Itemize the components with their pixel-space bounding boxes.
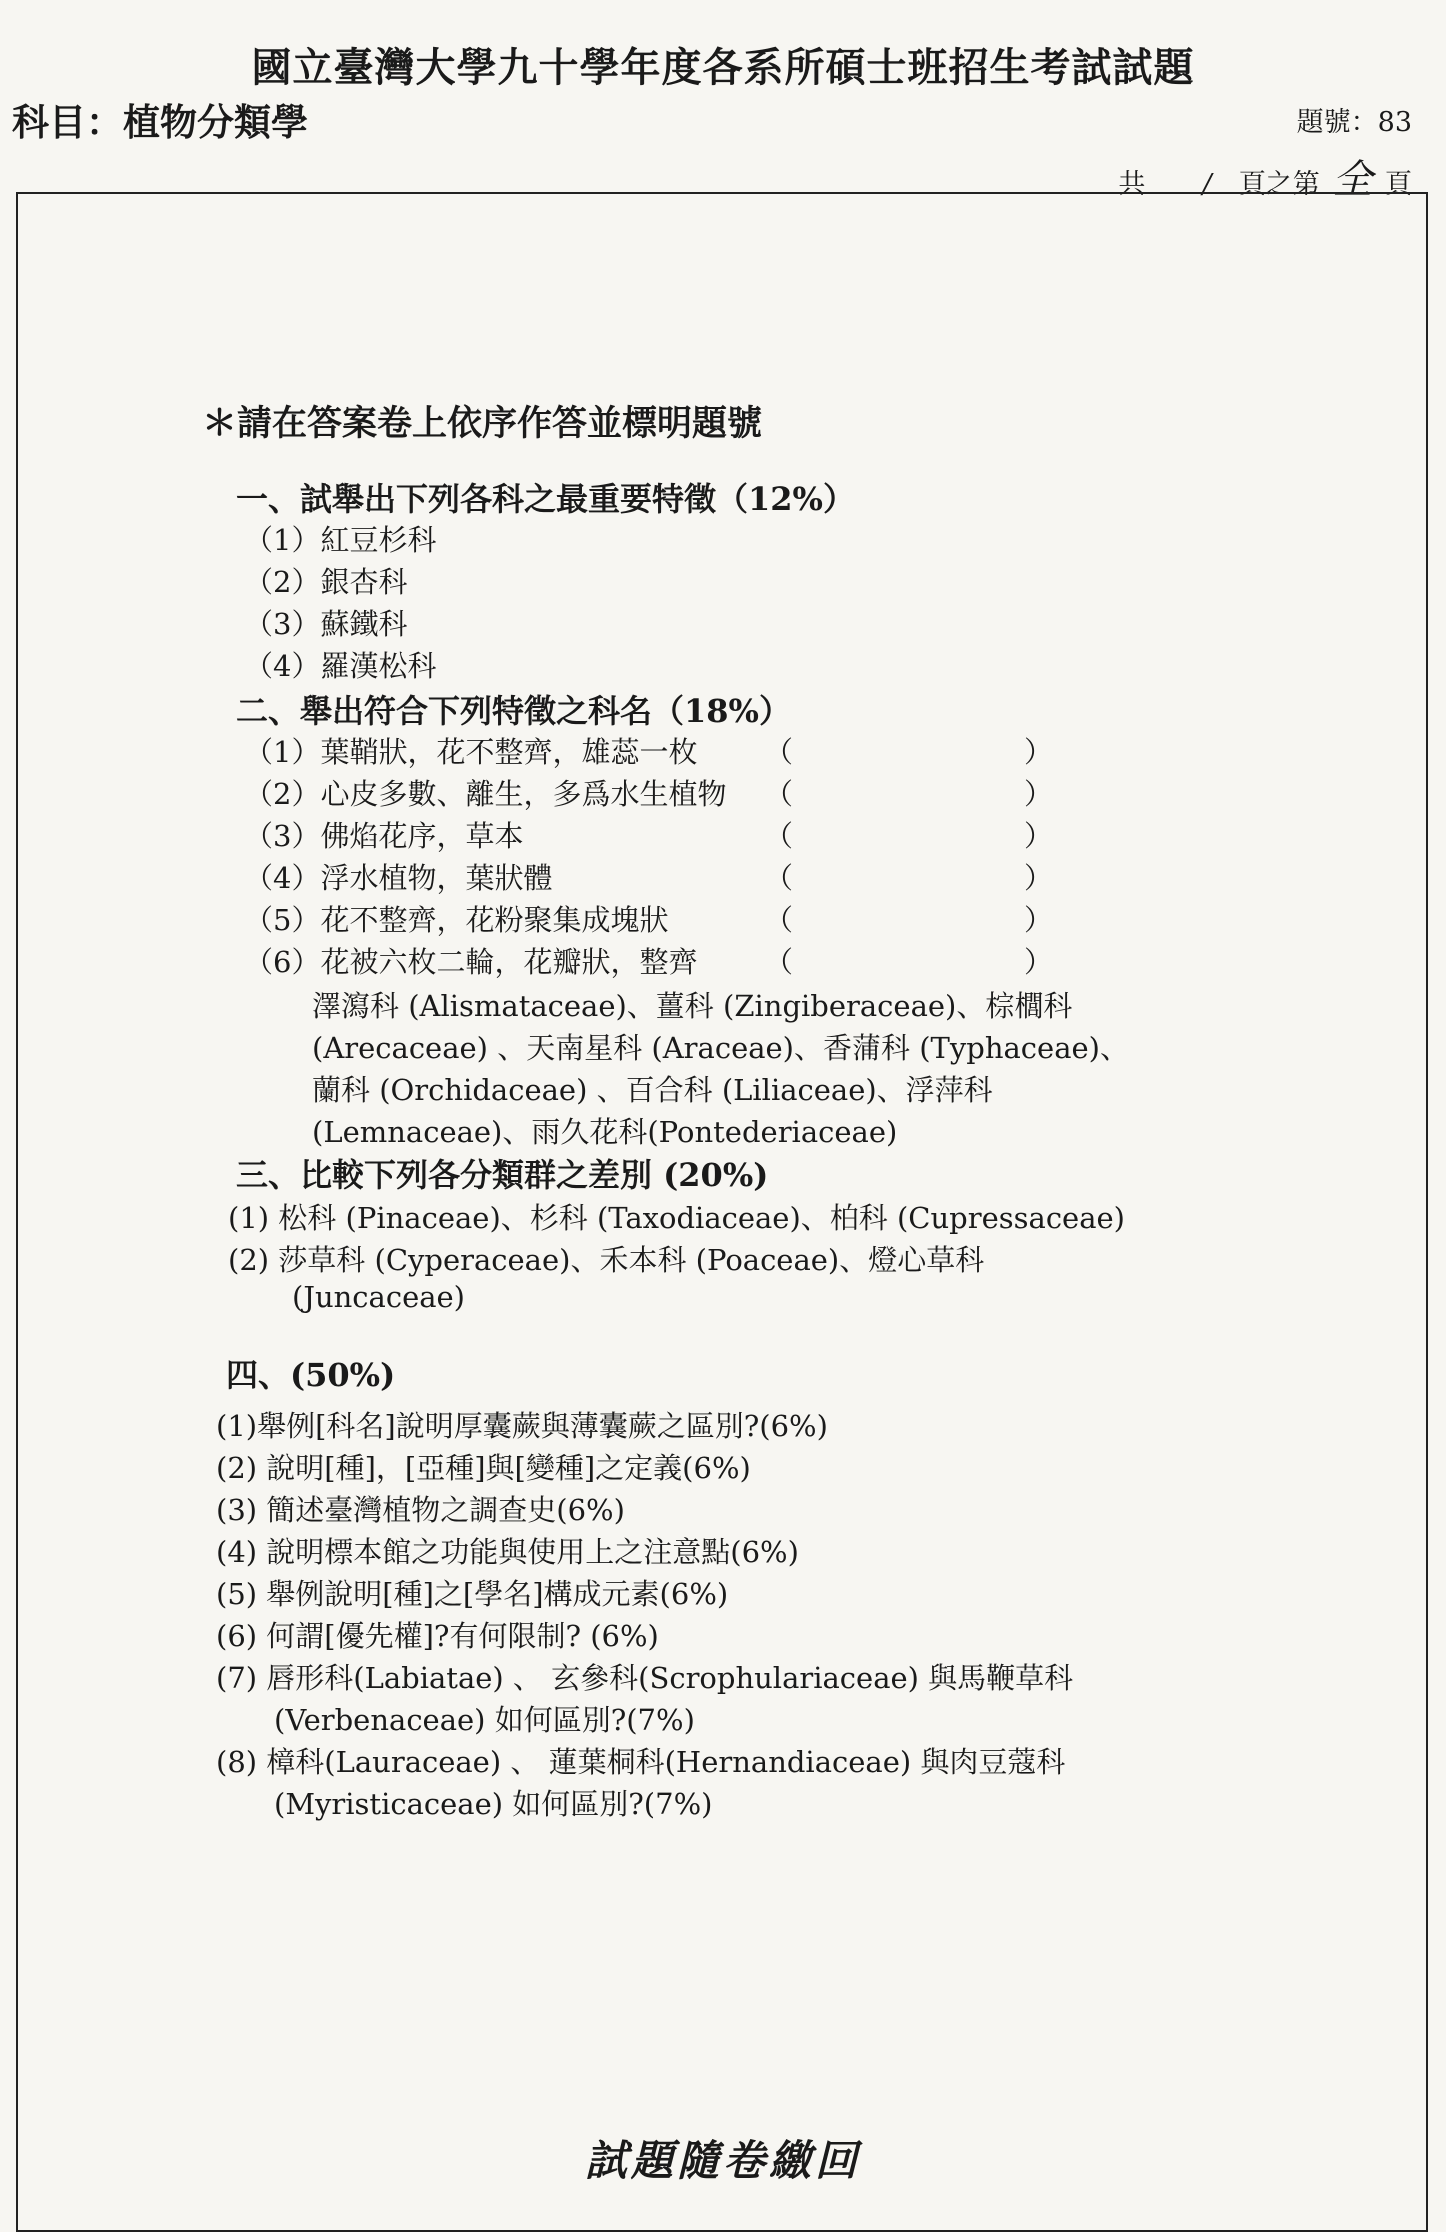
section2-item: （6）花被六枚二輪，花瓣狀，整齊 — [244, 945, 698, 979]
answer-blank-open: （ — [764, 903, 794, 937]
section2-option-line: (Lemnaceae)、雨久花科(Pontederiaceae) — [312, 1115, 898, 1149]
question-number: 題號：83 — [1296, 107, 1412, 138]
section1-item: （2）銀杏科 — [244, 565, 408, 599]
section2-item: （4）浮水植物，葉狀體 — [244, 861, 553, 895]
answer-blank-open: （ — [764, 819, 794, 853]
answer-blank-close: ） — [1024, 735, 1054, 769]
section4-line: (2) 說明[種]，[亞種]與[變種]之定義(6%) — [216, 1451, 751, 1485]
section2-item: （3）佛焰花序，草本 — [244, 819, 524, 853]
page-current: 全 — [1332, 157, 1373, 203]
section1-heading: 一、試舉出下列各科之最重要特徵（12%） — [236, 480, 855, 518]
page-total-label: 共 — [1118, 169, 1146, 200]
section4-line: (7) 唇形科(Labiatae) 、 玄參科(Scrophulariaceae) 與馬鞭草科 — [216, 1661, 1074, 1695]
footer-note: 試題隨卷繳回 — [584, 2136, 861, 2185]
section4-line: (8) 樟科(Lauraceae) 、 蓮葉桐科(Hernandiaceae) 與肉豆蔻科 — [216, 1745, 1066, 1779]
section2-option-line: (Arecaceae) 、天南星科 (Araceae)、香蒲科 (Typhaceae)、 — [312, 1031, 1129, 1065]
answer-blank-open: （ — [764, 945, 794, 979]
exam-title: 國立臺灣大學九十學年度各系所碩士班招生考試試題 — [251, 44, 1195, 91]
page-mid: 頁之第 — [1238, 169, 1320, 200]
section3-heading: 三、比較下列各分類群之差別 (20%) — [236, 1156, 769, 1194]
section2-option-line: 澤瀉科 (Alismataceae)、薑科 (Zingiberaceae)、棕櫚科 — [312, 989, 1073, 1023]
answer-blank-close: ） — [1024, 903, 1054, 937]
section2-item: （1）葉鞘狀，花不整齊，雄蕊一枚 — [244, 735, 698, 769]
section4-line: (Verbenaceae) 如何區別?(7%) — [274, 1703, 695, 1737]
answer-blank-open: （ — [764, 861, 794, 895]
answer-blank-close: ） — [1024, 819, 1054, 853]
section1-item: （1）紅豆杉科 — [244, 523, 437, 557]
answer-blank-open: （ — [764, 777, 794, 811]
section3-line: (2) 莎草科 (Cyperaceae)、禾本科 (Poaceae)、燈心草科 — [228, 1243, 985, 1277]
section4-line: (4) 說明標本館之功能與使用上之注意點(6%) — [216, 1535, 799, 1569]
section3-line: (Juncaceae) — [292, 1280, 465, 1314]
section1-item: （4）羅漢松科 — [244, 649, 437, 683]
section4-line: (3) 簡述臺灣植物之調查史(6%) — [216, 1493, 625, 1527]
answer-blank-close: ） — [1024, 777, 1054, 811]
section3-line: (1) 松科 (Pinaceae)、杉科 (Taxodiaceae)、柏科 (Cupressaceae) — [228, 1201, 1125, 1235]
instruction: ＊請在答案卷上依序作答並標明題號 — [202, 403, 763, 444]
section2-item: （2）心皮多數、離生，多爲水生植物 — [244, 777, 727, 811]
subject-label: 科目：植物分類學 — [12, 100, 308, 144]
answer-blank-open: （ — [764, 735, 794, 769]
answer-blank-close: ） — [1024, 861, 1054, 895]
section4-heading: 四、(50%) — [226, 1356, 396, 1394]
page-end: 頁 — [1385, 169, 1412, 200]
section4-line: (5) 舉例說明[種]之[學名]構成元素(6%) — [216, 1577, 729, 1611]
section4-line: (Myristicaceae) 如何區別?(7%) — [274, 1787, 713, 1821]
section2-option-line: 蘭科 (Orchidaceae) 、百合科 (Liliaceae)、浮萍科 — [312, 1073, 993, 1107]
section1-item: （3）蘇鐵科 — [244, 607, 408, 641]
section2-heading: 二、舉出符合下列特徵之科名（18%） — [236, 692, 791, 730]
page-total: / — [1202, 169, 1212, 200]
answer-blank-close: ） — [1024, 945, 1054, 979]
section4-line: (6) 何謂[優先權]?有何限制? (6%) — [216, 1619, 659, 1653]
section2-item: （5）花不整齊，花粉聚集成塊狀 — [244, 903, 669, 937]
section4-line: (1)舉例[科名]說明厚囊蕨與薄囊蕨之區別?(6%) — [216, 1409, 828, 1443]
